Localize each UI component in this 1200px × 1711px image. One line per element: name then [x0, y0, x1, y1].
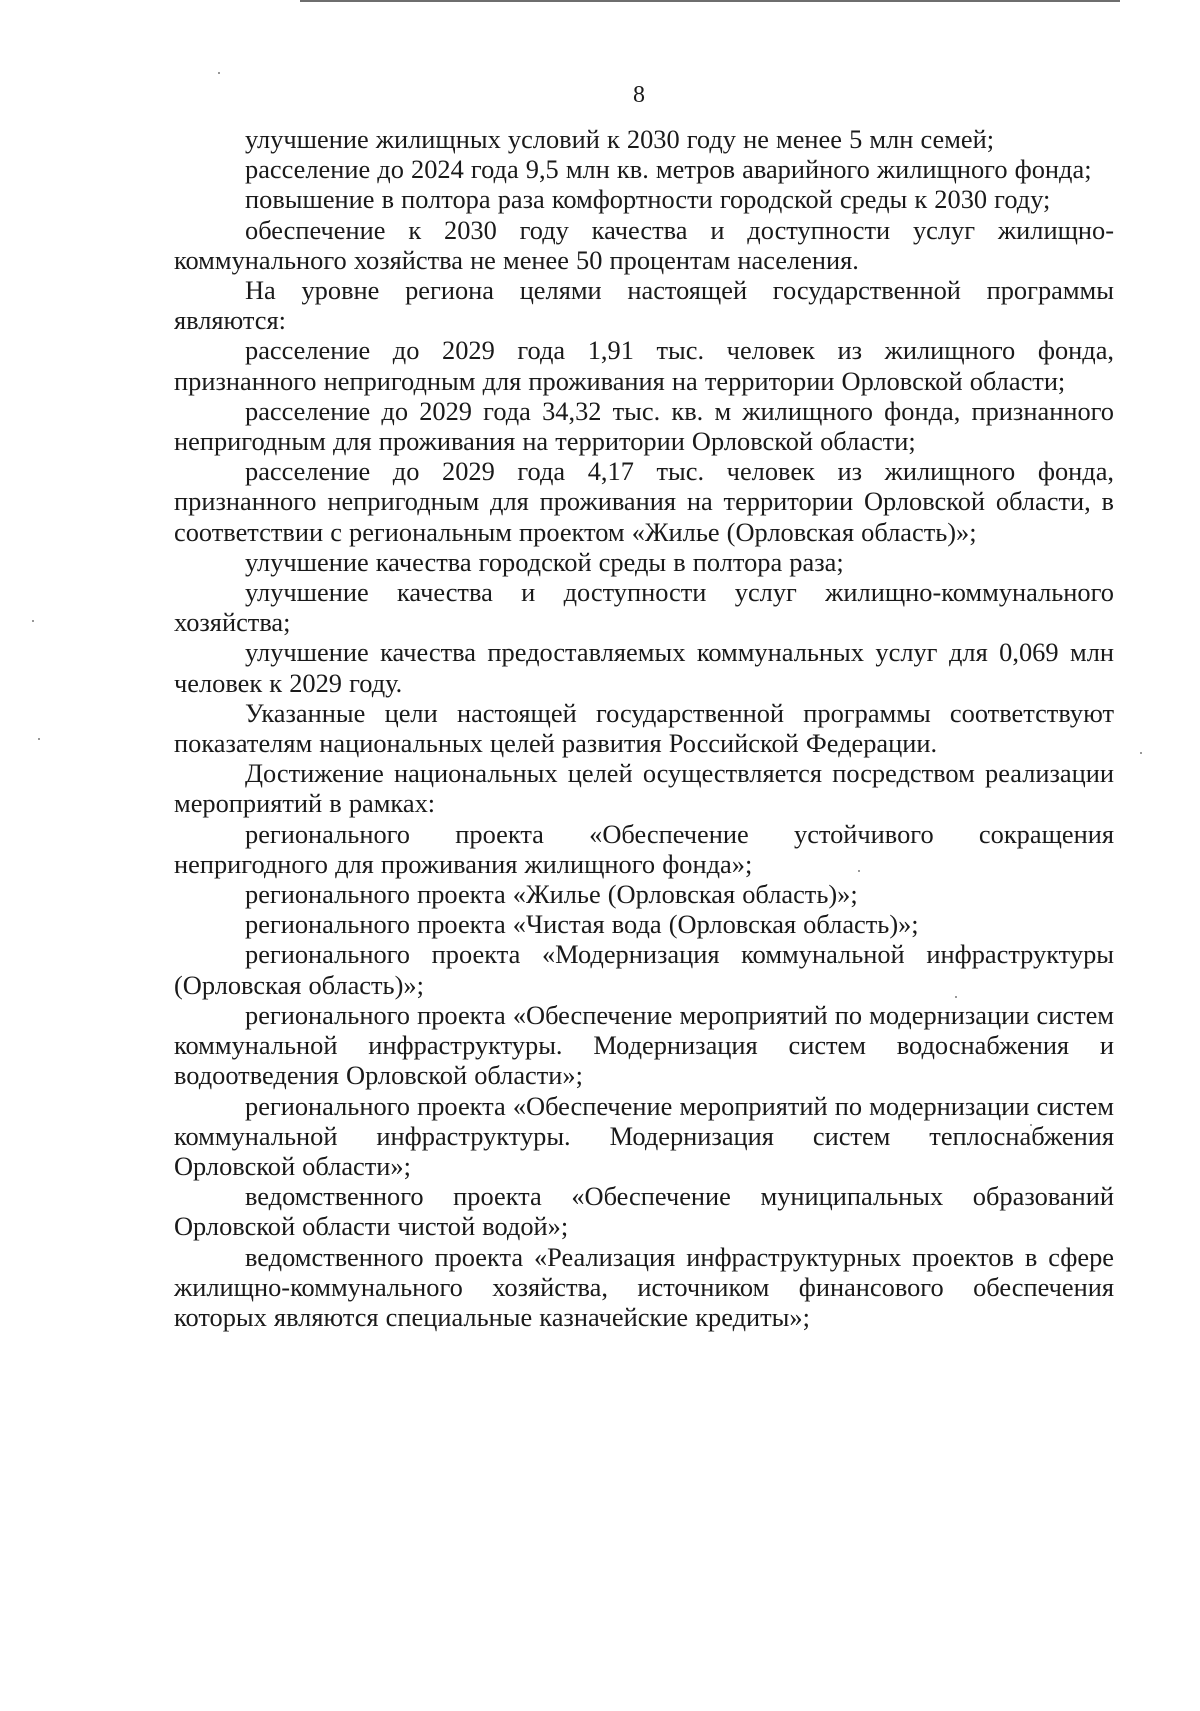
scan-top-edge: [300, 0, 1120, 2]
page-number: 8: [633, 82, 645, 108]
paragraph: ведомственного проекта «Обеспечение муниципальных образований Орловской области чистой водой»;: [174, 1181, 1114, 1242]
paragraph: ведомственного проекта «Реализация инфраструктурных проектов в сфере жилищно-коммунального хозяйства, источником финансового обеспечения которых являются специальные казначейские кредиты»;: [174, 1241, 1114, 1332]
paragraph: расселение до 2029 года 1,91 тыс. человек из жилищного фонда, признанного непригодным для проживания на территории Орловской области;: [174, 335, 1114, 396]
paragraph: Указанные цели настоящей государственной программы соответствуют показателям национальных целей развития Российской Федерации.: [174, 697, 1114, 759]
paragraph: улучшение качества предоставляемых коммунальных услуг для 0,069 млн человек к 2029 году.: [174, 637, 1114, 698]
paragraph: расселение до 2024 года 9,5 млн кв. метров аварийного жилищного фонда;: [245, 154, 1092, 185]
paragraph: регионального проекта «Обеспечение мероприятий по модернизации систем коммунальной инфраструктуры. Модернизация систем водоснабжения и водоотведения Орловской области»;: [174, 999, 1114, 1091]
scan-speck: [32, 620, 34, 622]
paragraph: расселение до 2029 года 4,17 тыс. человек из жилищного фонда, признанного непригодным для проживания на территории Орловской области, в соответствии с региональным проектом «Жилье (Орловская область)»;: [174, 456, 1114, 547]
paragraph: расселение до 2029 года 34,32 тыс. кв. м жилищного фонда, признанного непригодным для проживания на территории Орловской области;: [174, 395, 1114, 457]
paragraph: повышение в полтора раза комфортности городской среды к 2030 году;: [245, 184, 1051, 215]
paragraph: улучшение качества и доступности услуг жилищно-коммунального хозяйства;: [174, 577, 1114, 638]
paragraph: регионального проекта «Модернизация коммунальной инфраструктуры (Орловская область)»;: [174, 939, 1114, 1000]
document-body: [174, 124, 1114, 1332]
scan-speck: [218, 72, 220, 74]
paragraph: улучшение жилищных условий к 2030 году не менее 5 млн семей;: [245, 124, 995, 154]
paragraph: улучшение качества городской среды в полтора раза;: [245, 546, 844, 577]
scan-speck: [38, 738, 40, 740]
paragraph: регионального проекта «Жилье (Орловская область)»;: [245, 879, 858, 910]
paragraph: регионального проекта «Обеспечение устойчивого сокращения непригодного для проживания жилищного фонда»;: [174, 818, 1114, 879]
paragraph: регионального проекта «Чистая вода (Орловская область)»;: [245, 909, 919, 940]
paragraph: обеспечение к 2030 году качества и доступности услуг жилищно-коммунального хозяйства не менее 50 процентам населения.: [174, 214, 1114, 275]
paragraph: регионального проекта «Обеспечение мероприятий по модернизации систем коммунальной инфраструктуры. Модернизация систем теплоснабжения Орловской области»;: [174, 1090, 1114, 1181]
paragraph: Достижение национальных целей осуществляется посредством реализации мероприятий в рамках:: [174, 758, 1114, 819]
scan-speck: [1140, 752, 1142, 754]
paragraph: На уровне региона целями настоящей государственной программы являются:: [174, 275, 1114, 336]
